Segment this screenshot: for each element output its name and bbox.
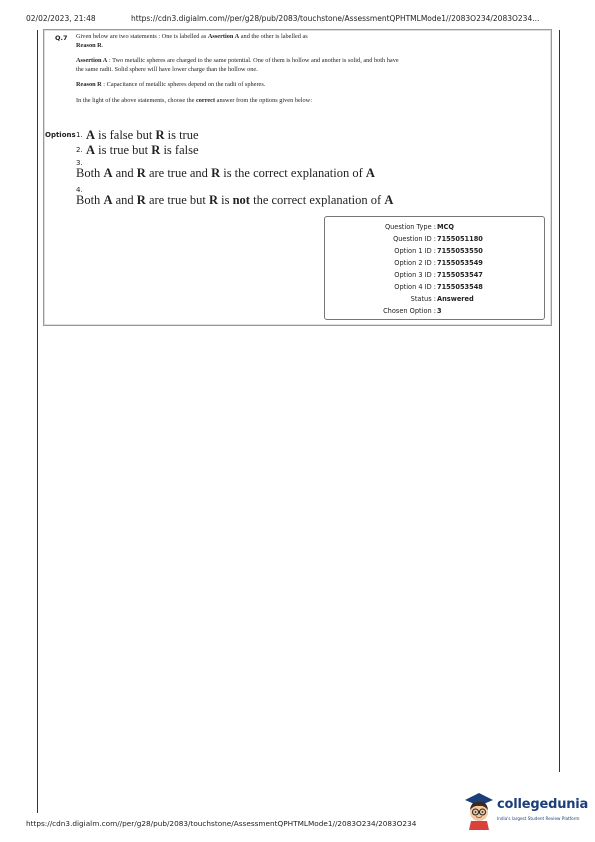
mascot-icon bbox=[462, 790, 496, 830]
meta-question-id: Question ID : 7155051180 bbox=[393, 235, 483, 243]
option-1: A is false but R is true bbox=[86, 128, 199, 142]
meta-option-2-id: Option 2 ID : 7155053549 bbox=[394, 259, 483, 267]
question-text bbox=[76, 33, 406, 113]
instruction: In the light of the above statements, choose the correct answer from the options given below: bbox=[76, 96, 312, 104]
option-number: 1. bbox=[76, 131, 83, 139]
meta-status: Status : Answered bbox=[410, 295, 474, 303]
question-number: Q.7 bbox=[55, 34, 68, 42]
logo-tagline: India's largest Student Review Platform bbox=[497, 816, 580, 821]
question-intro: Given below are two statements : One is labelled as Assertion A and the other is labelled as Reason R. bbox=[76, 33, 308, 49]
option-number: 2. bbox=[76, 146, 83, 154]
reason: Reason R : Capacitance of metallic spheres depend on the radii of spheres. bbox=[76, 81, 266, 89]
question-metadata-box bbox=[324, 216, 545, 320]
option-number: 4. bbox=[76, 186, 83, 194]
assertion: Assertion A : Two metallic spheres are charged to the same potential. One of them is hollow and another is solid, and both have the same radii. Solid sphere will have lower charge than the hollow one. bbox=[76, 57, 399, 73]
collegedunia-logo bbox=[462, 790, 590, 830]
page-url: https://cdn3.digialm.com//per/g28/pub/2083/touchstone/AssessmentQPHTMLMode1//2083O234/2083O234... bbox=[131, 14, 540, 23]
meta-chosen-option: Chosen Option : 3 bbox=[383, 307, 442, 315]
print-datetime: 02/02/2023, 21:48 bbox=[26, 14, 96, 23]
right-margin-rule bbox=[559, 30, 560, 772]
meta-question-type: Question Type : MCQ bbox=[384, 223, 455, 231]
meta-option-1-id: Option 1 ID : 7155053550 bbox=[394, 247, 483, 255]
option-3: Both A and R are true and R is the correct explanation of A bbox=[76, 166, 375, 180]
option-4: Both A and R are true but R is not the correct explanation of A bbox=[76, 193, 394, 207]
option-number: 3. bbox=[76, 159, 83, 167]
logo-name: collegedunia bbox=[497, 797, 589, 812]
options-label: Options bbox=[45, 131, 76, 139]
left-margin-rule bbox=[37, 30, 38, 813]
meta-option-4-id: Option 4 ID : 7155053548 bbox=[394, 283, 483, 291]
meta-option-3-id: Option 3 ID : 7155053547 bbox=[394, 271, 483, 279]
option-2: A is true but R is false bbox=[86, 143, 199, 157]
footer-url: https://cdn3.digialm.com//per/g28/pub/2083/touchstone/AssessmentQPHTMLMode1//2083O234/2083O234 bbox=[26, 819, 417, 828]
